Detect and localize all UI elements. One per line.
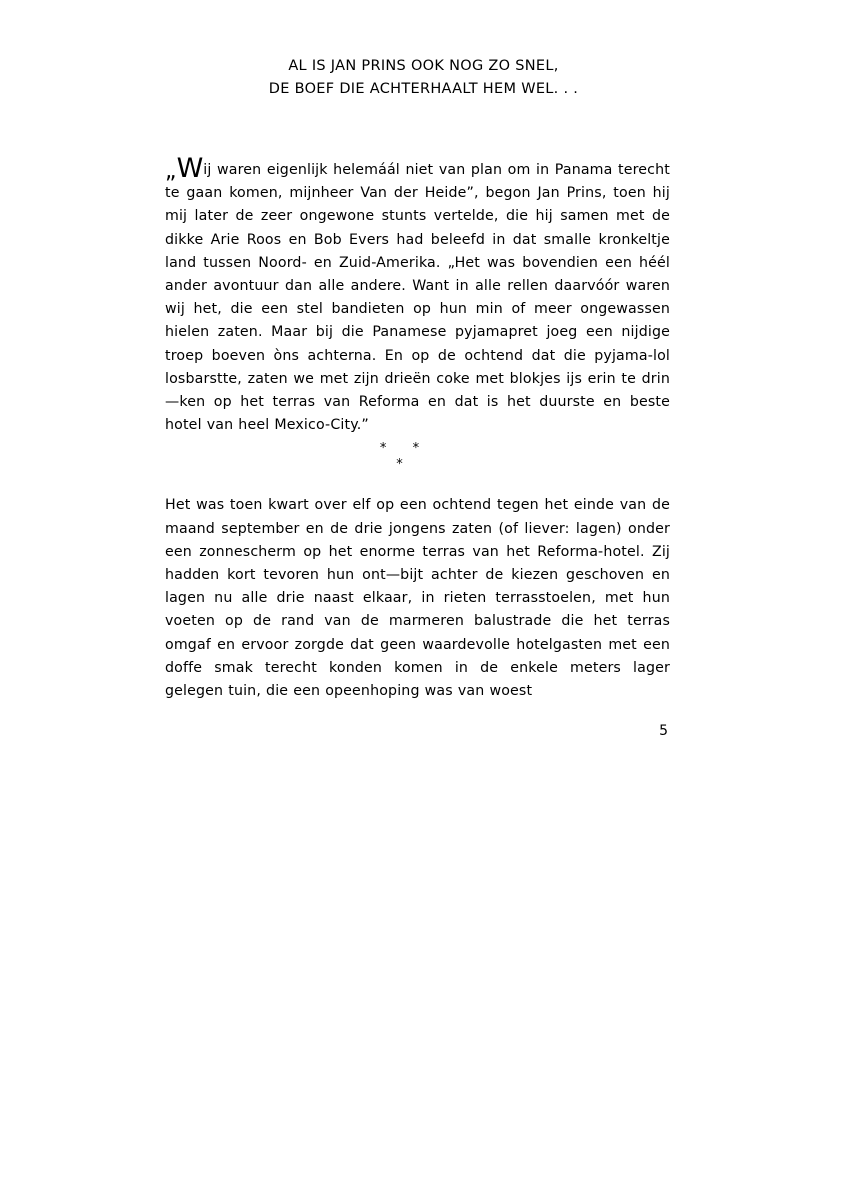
chapter-heading-line-2: DE BOEF DIE ACHTERHAALT HEM WEL. . . xyxy=(268,81,579,97)
page-content xyxy=(165,55,670,739)
drop-cap-letter: W xyxy=(176,153,204,184)
separator-row-bottom: * xyxy=(396,457,403,473)
paragraph-second: Het was toen kwart over elf op een ochtend tegen het einde van de maand september en de drie jongens zaten (of liever: lagen) onder een zonnescherm op het enorme terras van het Reforma-hotel. Zij hadden kort tevoren hun ont—bijt achter de kiezen geschoven en lagen nu alle drie naast elkaar, in rieten terrasstoelen, met hun voeten op de rand van de marmeren balustrade die het terras omgaf en ervoor zorgde dat geen waardevolle hotelgasten met een doffe smak terecht konden komen in de enkele meters lager gelegen tuin, die een opeenhoping was van woest xyxy=(165,497,670,700)
paragraph-first xyxy=(165,153,670,437)
page-number: 5 xyxy=(659,723,668,740)
chapter-heading-line-1: AL IS JAN PRINS OOK NOG ZO SNEL, xyxy=(288,58,559,74)
body-text xyxy=(165,153,670,740)
paragraph-first-text: ij waren eigenlijk helemáál niet van plan om in Panama terecht te gaan komen, mijnheer Van der Heide”, begon Jan Prins, toen hij mij later de zeer ongewone stunts vertelde, die hij samen met de dikke Arie Roos en Bob Evers had beleefd in dat smalle kronkeltje land tussen Noord- en Zuid-Amerika. „Het was bovendien een héél ander avontuur dan alle andere. Want in alle rellen daarvóór waren wij het, die een stel bandieten op hun min of meer ongewassen hielen zaten. Maar bij die Panamese pyjamapret joeg een nijdige troep boeven òns achterna. En op de ochtend dat die pyjama-lol losbarstte, zaten we met zijn drieën coke met blokjes ijs erin te drin—ken op het terras van Reforma en dat is het duurste en beste hotel van heel Mexico-City.” xyxy=(165,162,670,434)
chapter-heading xyxy=(165,55,670,101)
opening-quote-mark: „ xyxy=(165,159,177,184)
separator-row-top: * * xyxy=(379,441,426,457)
section-separator xyxy=(165,441,670,472)
